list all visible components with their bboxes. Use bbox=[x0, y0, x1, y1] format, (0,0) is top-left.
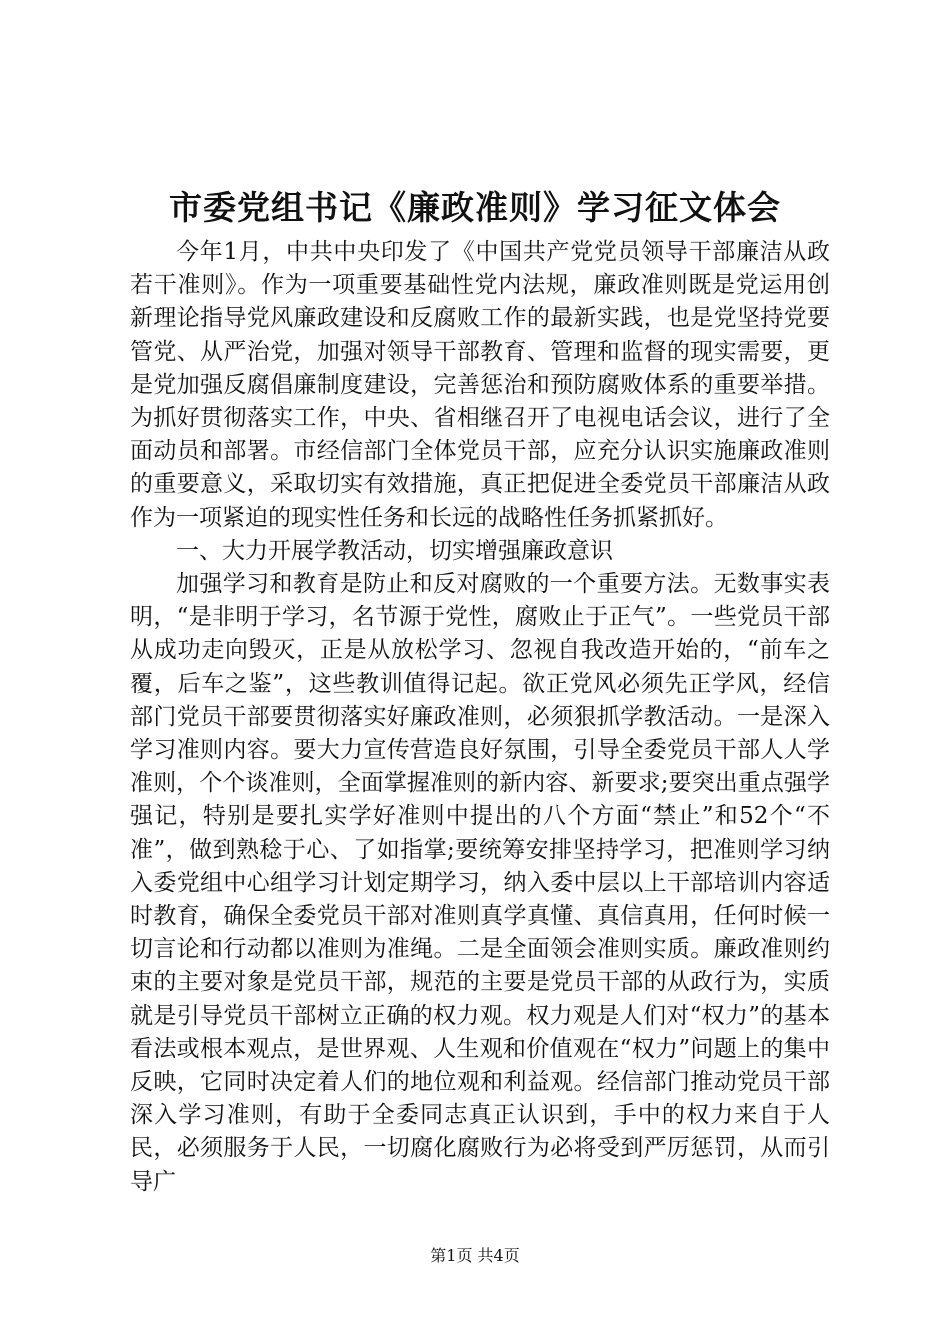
document-body bbox=[130, 236, 830, 1199]
paragraph-intro: 今年1月，中共中央印发了《中国共产党党员领导干部廉洁从政若干准则》。作为一项重要基础性党内法规，廉政准则既是党运用创新理论指导党风廉政建设和反腐败工作的最新实践，也是党坚持党要管党、从严治党，加强对领导干部教育、管理和监督的现实需要，更是党加强反腐倡廉制度建设，完善惩治和预防腐败体系的重要举措。为抓好贯彻落实工作，中央、省相继召开了电视电话会议，进行了全面动员和部署。市经信部门全体党员干部，应充分认识实施廉政准则的重要意义，采取切实有效措施，真正把促进全委党员干部廉洁从政作为一项紧迫的现实性任务和长远的战略性任务抓紧抓好。 bbox=[130, 239, 830, 531]
document-title: 市委党组书记《廉政准则》学习征文体会 bbox=[169, 188, 781, 227]
paragraph-section-1: 加强学习和教育是防止和反对腐败的一个重要方法。无数事实表明，“是非明于学习，名节源于党性，腐败止于正气”。一些党员干部从成功走向毁灭，正是从放松学习、忽视自我改造开始的，“前车之覆，后车之鉴”，这些教训值得记起。欲正党风必须先正学风，经信部门党员干部要贯彻落实好廉政准则，必须狠抓学教活动。一是深入学习准则内容。要大力宣传营造良好氛围，引导全委党员干部人人学准则，个个谈准则，全面掌握准则的新内容、新要求;要突出重点强学强记，特别是要扎实学好准则中提出的八个方面“禁止”和52个“不准”，做到熟稔于心、了如指掌;要统筹安排坚持学习，把准则学习纳入委党组中心组学习计划定期学习，纳入委中层以上干部培训内容适时教育，确保全委党员干部对准则真学真懂、真信真用，任何时候一切言论和行动都以准则为准绳。二是全面领会准则实质。廉政准则约束的主要对象是党员干部，规范的主要是党员干部的从政行为，实质就是引导党员干部树立正确的权力观。权力观是人们对“权力”的基本看法或根本观点，是世界观、人生观和价值观在“权力”问题上的集中反映，它同时决定着人们的地位观和利益观。经信部门推动党员干部深入学习准则，有助于全委同志真正认识到，手中的权力来自于人民，必须服务于人民，一切腐化腐败行为必将受到严厉惩罚，从而引导广 bbox=[130, 571, 830, 1195]
section-heading-1: 一、大力开展学教活动，切实增强廉政意识 bbox=[176, 537, 613, 564]
page-number-footer: 第1页 共4页 bbox=[430, 1246, 520, 1265]
